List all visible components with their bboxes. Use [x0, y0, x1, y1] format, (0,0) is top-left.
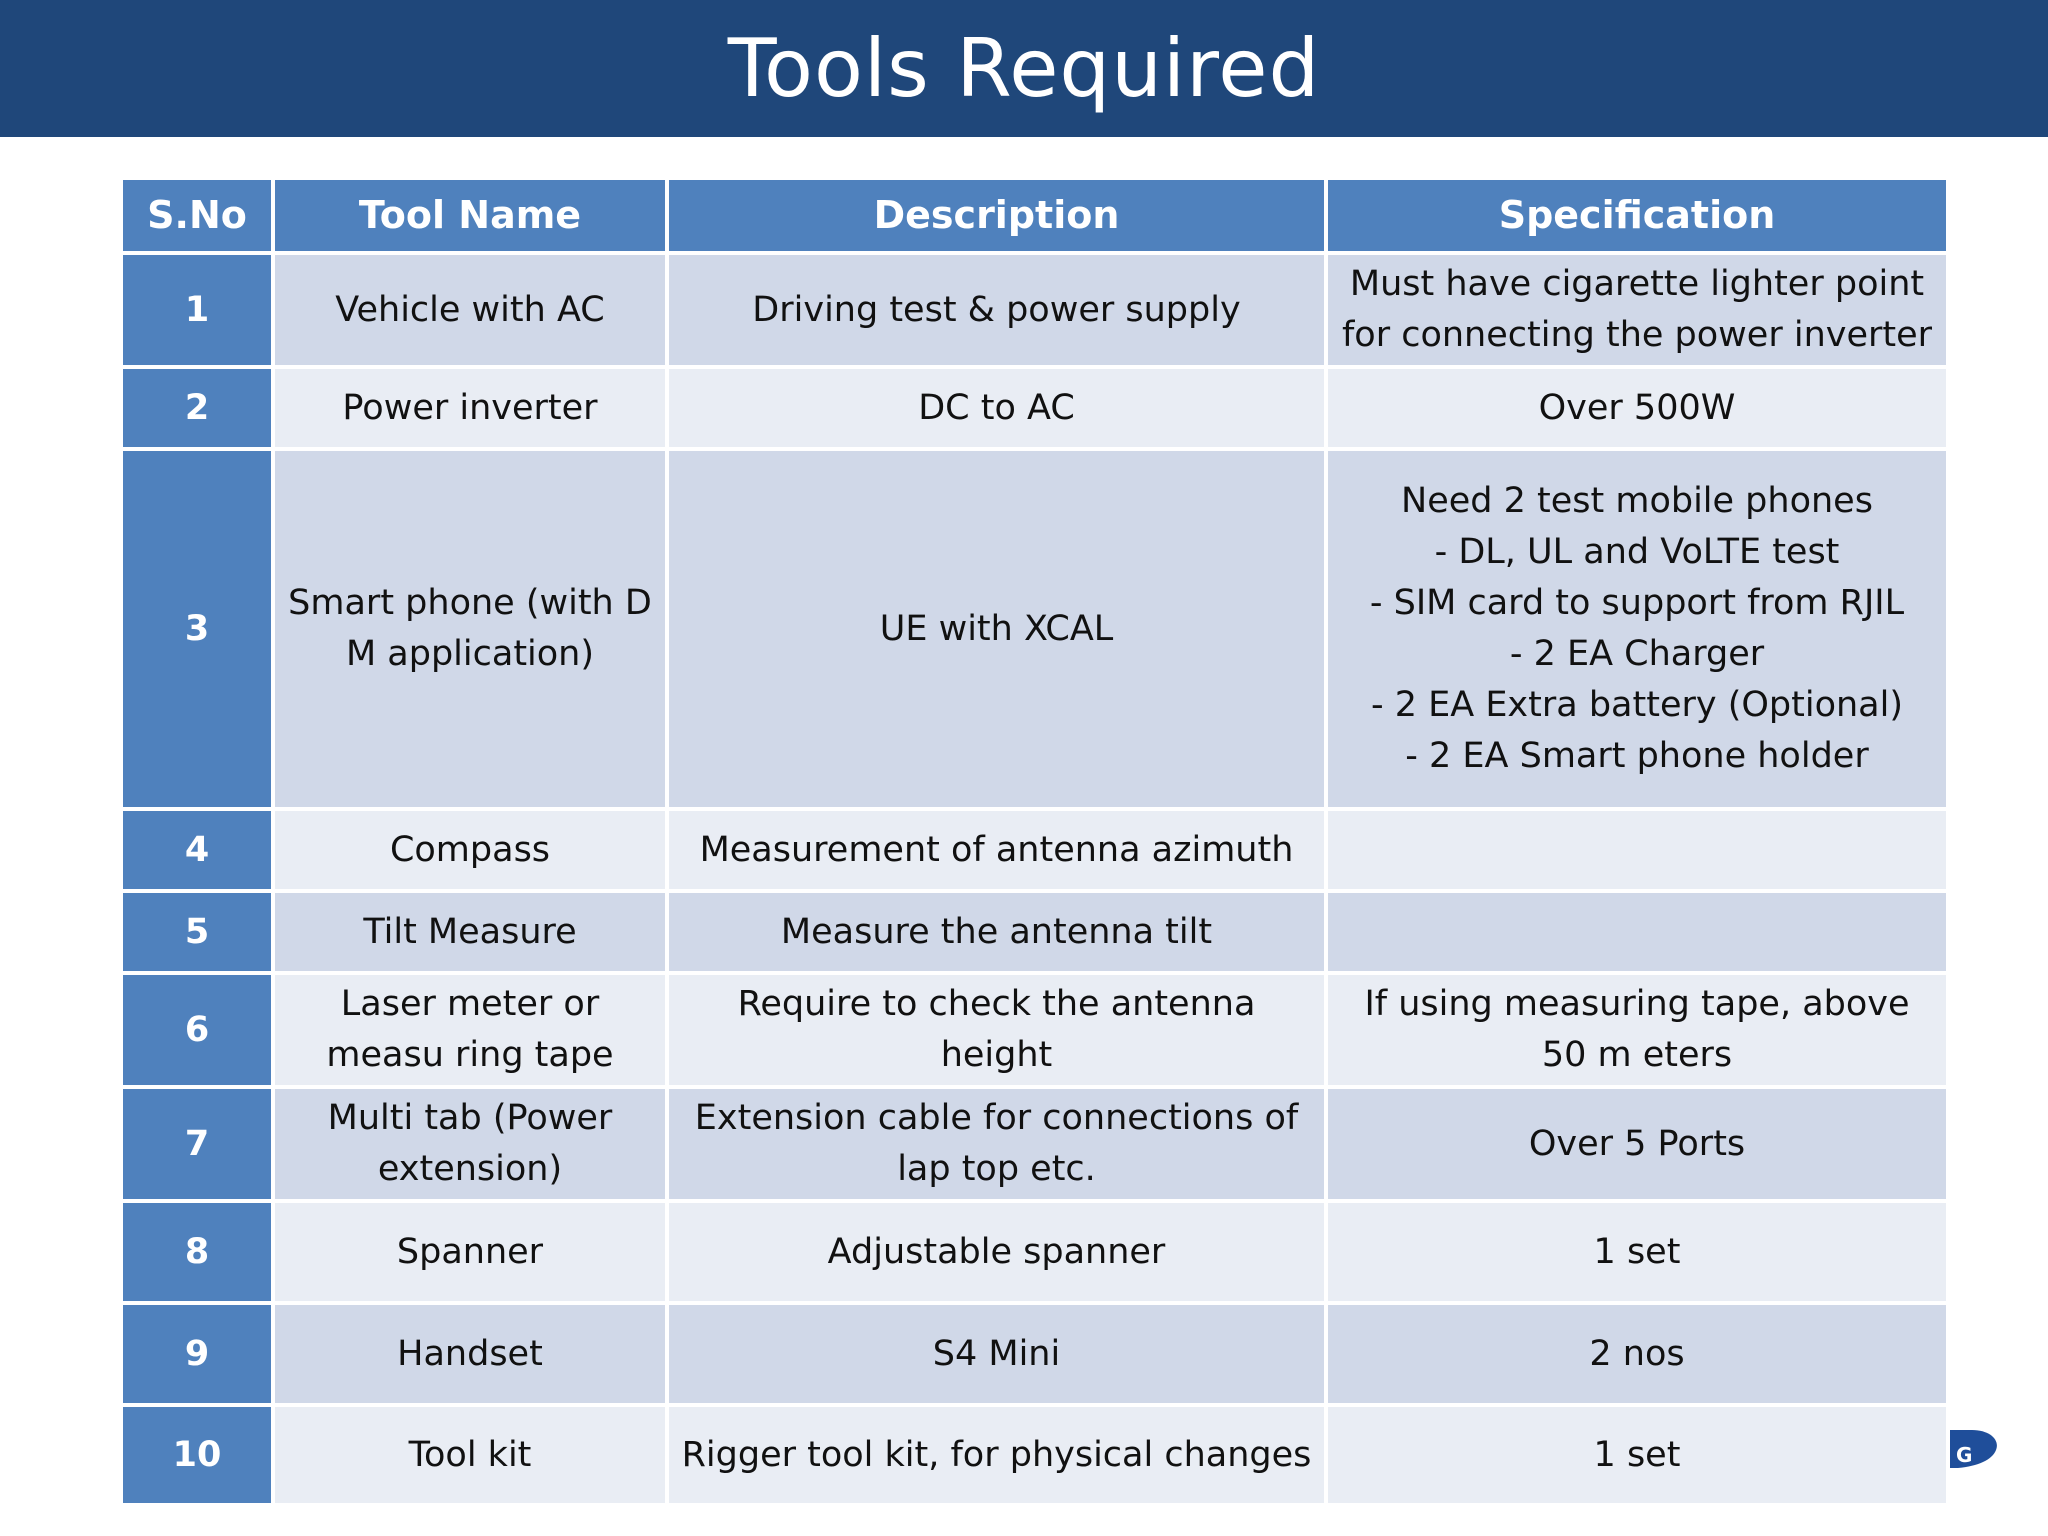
- table-row: [121, 973, 1948, 1087]
- row-specification: If using measuring tape, above 50 m eters: [1326, 973, 1948, 1087]
- row-tool-name: Laser meter or measu ring tape: [273, 973, 667, 1087]
- spec-line: - SIM card to support from RJIL: [1369, 583, 1905, 623]
- row-specification: Over 500W: [1326, 367, 1948, 449]
- table-row: [121, 367, 1948, 449]
- row-description: Rigger tool kit, for physical changes: [667, 1405, 1326, 1505]
- row-description: Measurement of antenna azimuth: [667, 809, 1326, 891]
- row-tool-name: Spanner: [273, 1201, 667, 1303]
- row-sno: 10: [121, 1405, 273, 1505]
- header-description: Description: [667, 178, 1326, 253]
- row-tool-name: Tool kit: [273, 1405, 667, 1505]
- row-description: Extension cable for connections of lap top etc.: [667, 1087, 1326, 1201]
- title-bar: [0, 0, 2048, 137]
- row-tool-name: Multi tab (Power extension): [273, 1087, 667, 1201]
- row-specification: 1 set: [1326, 1201, 1948, 1303]
- table-row: [121, 1201, 1948, 1303]
- row-sno: 2: [121, 367, 273, 449]
- row-specification: [1326, 809, 1948, 891]
- row-description: UE with XCAL: [667, 449, 1326, 809]
- row-sno: 8: [121, 1201, 273, 1303]
- header-sno: S.No: [121, 178, 273, 253]
- table-row: [121, 1405, 1948, 1505]
- header-tool-name: Tool Name: [273, 178, 667, 253]
- company-logo-icon: [1950, 1430, 1998, 1474]
- row-description: S4 Mini: [667, 1303, 1326, 1405]
- row-tool-name: Power inverter: [273, 367, 667, 449]
- spec-line: - 2 EA Extra battery (Optional): [1370, 685, 1903, 725]
- row-sno: 3: [121, 449, 273, 809]
- row-description: Measure the antenna tilt: [667, 891, 1326, 973]
- row-sno: 4: [121, 809, 273, 891]
- table-row: [121, 1087, 1948, 1201]
- table-row: [121, 1303, 1948, 1405]
- row-tool-name: Handset: [273, 1303, 667, 1405]
- table-row: [121, 891, 1948, 973]
- row-description: DC to AC: [667, 367, 1326, 449]
- row-specification: Must have cigarette lighter point for connecting the power inverter: [1326, 253, 1948, 367]
- row-specification: [1326, 449, 1948, 809]
- row-description: Adjustable spanner: [667, 1201, 1326, 1303]
- row-sno: 6: [121, 973, 273, 1087]
- page-title: Tools Required: [727, 21, 1321, 115]
- row-sno: 5: [121, 891, 273, 973]
- spec-line: - 2 EA Smart phone holder: [1405, 736, 1869, 776]
- row-specification: Over 5 Ports: [1326, 1087, 1948, 1201]
- tools-table: [119, 176, 1950, 1507]
- row-tool-name: Smart phone (with D M application): [273, 449, 667, 809]
- header-specification: Specification: [1326, 178, 1948, 253]
- row-specification: 2 nos: [1326, 1303, 1948, 1405]
- table-row: [121, 809, 1948, 891]
- row-sno: 1: [121, 253, 273, 367]
- row-description: Require to check the antenna height: [667, 973, 1326, 1087]
- row-tool-name: Tilt Measure: [273, 891, 667, 973]
- spec-line: - 2 EA Charger: [1509, 634, 1765, 674]
- row-sno: 9: [121, 1303, 273, 1405]
- row-specification: 1 set: [1326, 1405, 1948, 1505]
- table-header-row: [121, 178, 1948, 253]
- spec-line: - DL, UL and VoLTE test: [1434, 532, 1840, 572]
- spec-line: Need 2 test mobile phones: [1401, 481, 1873, 521]
- table-row: [121, 449, 1948, 809]
- spec-list: [1338, 476, 1936, 782]
- row-sno: 7: [121, 1087, 273, 1201]
- row-tool-name: Vehicle with AC: [273, 253, 667, 367]
- row-tool-name: Compass: [273, 809, 667, 891]
- row-description: Driving test & power supply: [667, 253, 1326, 367]
- table-row: [121, 253, 1948, 367]
- row-specification: [1326, 891, 1948, 973]
- logo-text: G: [1956, 1443, 1973, 1467]
